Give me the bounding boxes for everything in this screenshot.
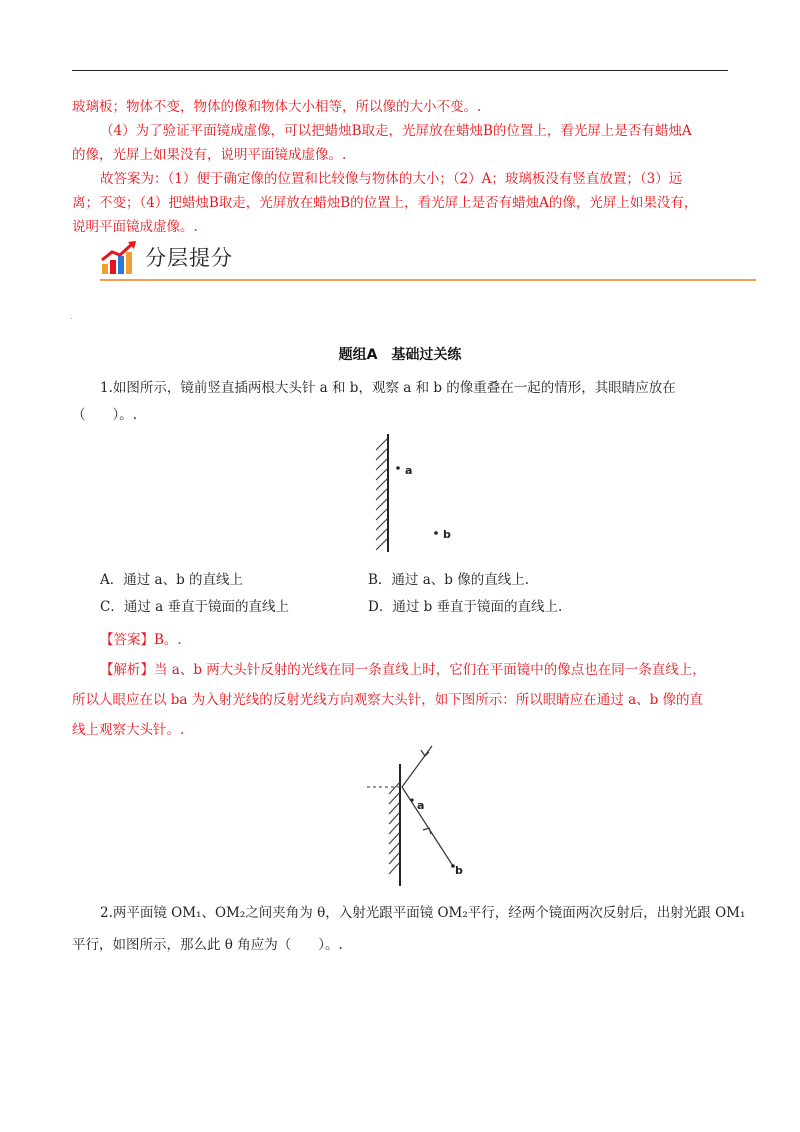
prev-answer-line-5: 离；不变；（4）把蜡烛B取走，光屏放在蜡烛B的位置上，看光屏上是否有蜡烛A的像，光屏上如果没有， <box>72 195 698 211</box>
q1-figure-ray-diagram <box>365 742 475 890</box>
pin-a-label: a <box>405 464 413 477</box>
prev-answer-line-1: 玻璃板；物体不变，物体的像和物体大小相等，所以像的大小不变。. <box>72 99 482 115</box>
q1-analysis-line-1: 【解析】当 a、b 两大头针反射的光线在同一条直线上时，它们在平面镜中的像点也在同一条直线上， <box>100 662 706 678</box>
q1-option-d: D．通过 b 垂直于镜面的直线上. <box>368 599 563 615</box>
q1-analysis-line-2: 所以人眼应在以 ba 为入射光线的反射光线方向观察大头针，如下图所示：所以眼睛应在通过 a、b 像的直 <box>72 692 704 708</box>
q1-answer: 【答案】B。. <box>100 632 182 648</box>
prev-answer-line-2: （4）为了验证平面镜成虚像，可以把蜡烛B取走，光屏放在蜡烛B的位置上，看光屏上是否有蜡烛A <box>100 123 692 139</box>
section-header <box>100 240 756 284</box>
prev-answer-line-3: 的像，光屏上如果没有，说明平面镜成虚像。. <box>72 147 347 163</box>
pin-a-dot <box>396 466 400 470</box>
rising-bar-chart-icon <box>100 240 140 276</box>
q1-option-a: A．通过 a、b 的直线上 <box>100 572 244 588</box>
pin-b-dot <box>434 531 438 535</box>
q1-stem-line-2: （ ）。. <box>72 407 138 423</box>
header-rule <box>72 70 728 71</box>
q1-option-c: C．通过 a 垂直于镜面的直线上 <box>100 599 289 615</box>
prev-answer-line-4: 故答案为：（1）便于确定像的位置和比较像与物体的大小；（2）A；玻璃板没有竖直放置；（3）远 <box>100 171 683 187</box>
q1-stem-line-1: 1.如图所示，镜前竖直插两根大头针 a 和 b，观察 a 和 b 的像重叠在一起的情形，其眼睛应放在 <box>100 380 676 396</box>
q2-stem-line-1: 2.两平面镜 OM₁、OM₂之间夹角为 θ，入射光跟平面镜 OM₂平行，经两个镜面两次反射后，出射光跟 OM₁ <box>100 905 746 921</box>
q1-figure-mirror <box>368 432 468 556</box>
stray-dot: . <box>70 312 73 321</box>
fig2-label-a: a <box>417 799 425 812</box>
section-title: 分层提分 <box>145 246 233 270</box>
section-underline <box>100 279 756 281</box>
group-title: 题组A 基础过关练 <box>338 347 462 363</box>
prev-answer-line-6: 说明平面镜成虚像。. <box>72 219 198 235</box>
fig2-label-b: b <box>455 864 463 877</box>
pin-b-label: b <box>443 528 451 541</box>
q1-option-b: B．通过 a、b 像的直线上. <box>368 572 529 588</box>
q2-stem-line-2: 平行，如图所示，那么此 θ 角应为（ ）。. <box>72 937 343 953</box>
q1-analysis-line-3: 线上观察大头针。. <box>72 722 185 738</box>
